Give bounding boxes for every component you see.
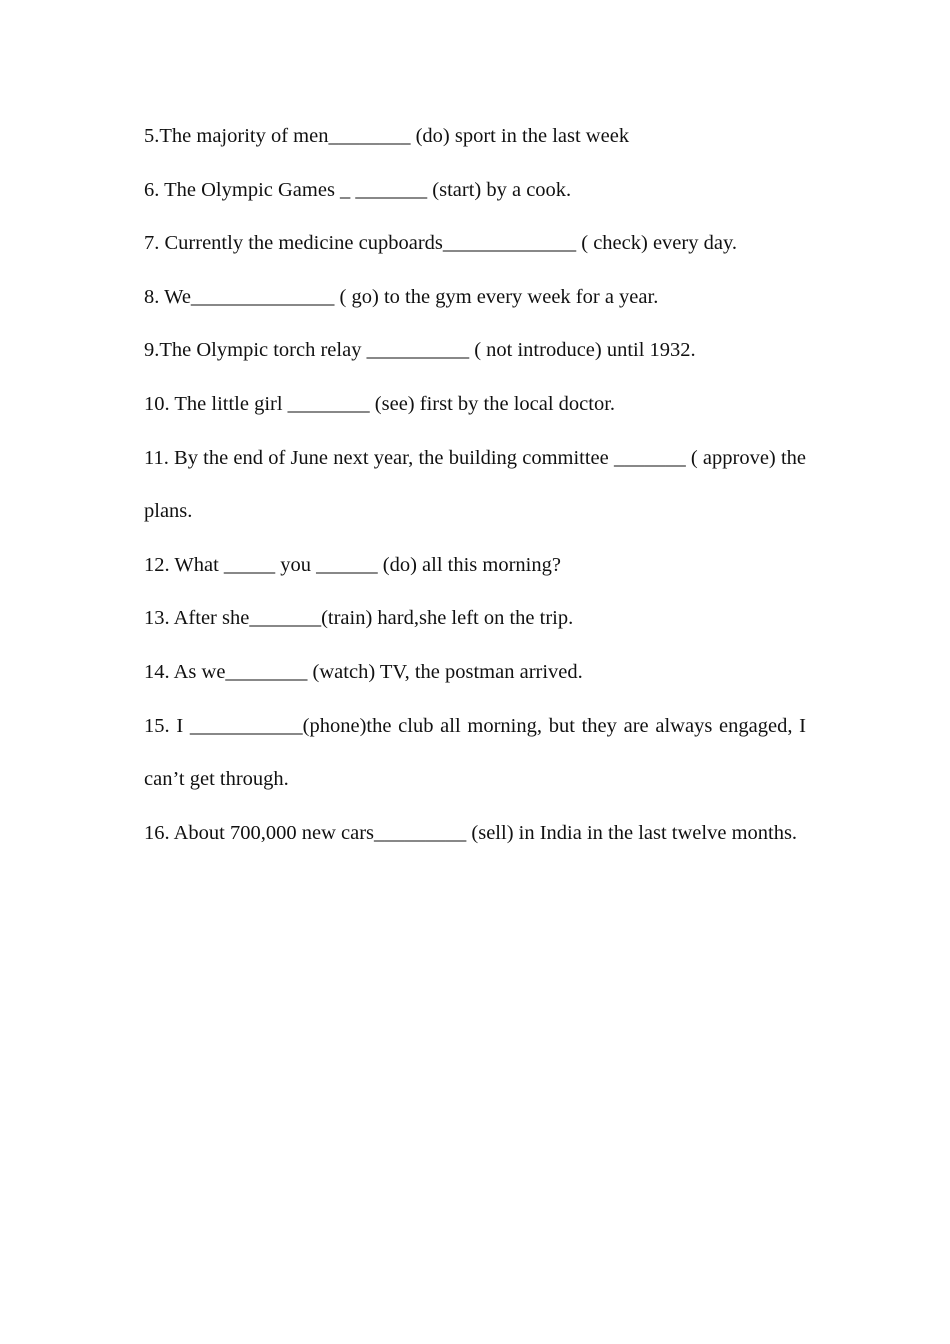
exercise-item-6: 6. The Olympic Games _ _______ (start) by a cook. [144,178,572,201]
exercise-list [144,110,812,860]
exercise-item-11: 11. By the end of June next year, the building committee _______ ( approve) the plans. [144,446,812,523]
exercise-item-8: 8. We______________ ( go) to the gym every week for a year. [144,285,659,308]
exercise-item-15: 15. I ___________(phone)the club all morning, but they are always engaged, I can’t get through. [144,714,812,791]
exercise-item-7: 7. Currently the medicine cupboards_____________ ( check) every day. [144,232,737,255]
exercise-item-5: 5.The majority of men________ (do) sport in the last week [144,125,630,147]
exercise-item-10: 10. The little girl ________ (see) first by the local doctor. [144,392,616,415]
exercise-item-12: 12. What _____ you ______ (do) all this morning? [144,553,561,576]
exercise-item-9: 9.The Olympic torch relay __________ ( not introduce) until 1932. [144,339,696,362]
exercise-item-14: 14. As we________ (watch) TV, the postman arrived. [144,660,583,683]
exercise-item-13: 13. After she_______(train) hard,she left on the trip. [144,607,574,630]
exercise-item-16: 16. About 700,000 new cars_________ (sell) in India in the last twelve months. [144,821,798,844]
